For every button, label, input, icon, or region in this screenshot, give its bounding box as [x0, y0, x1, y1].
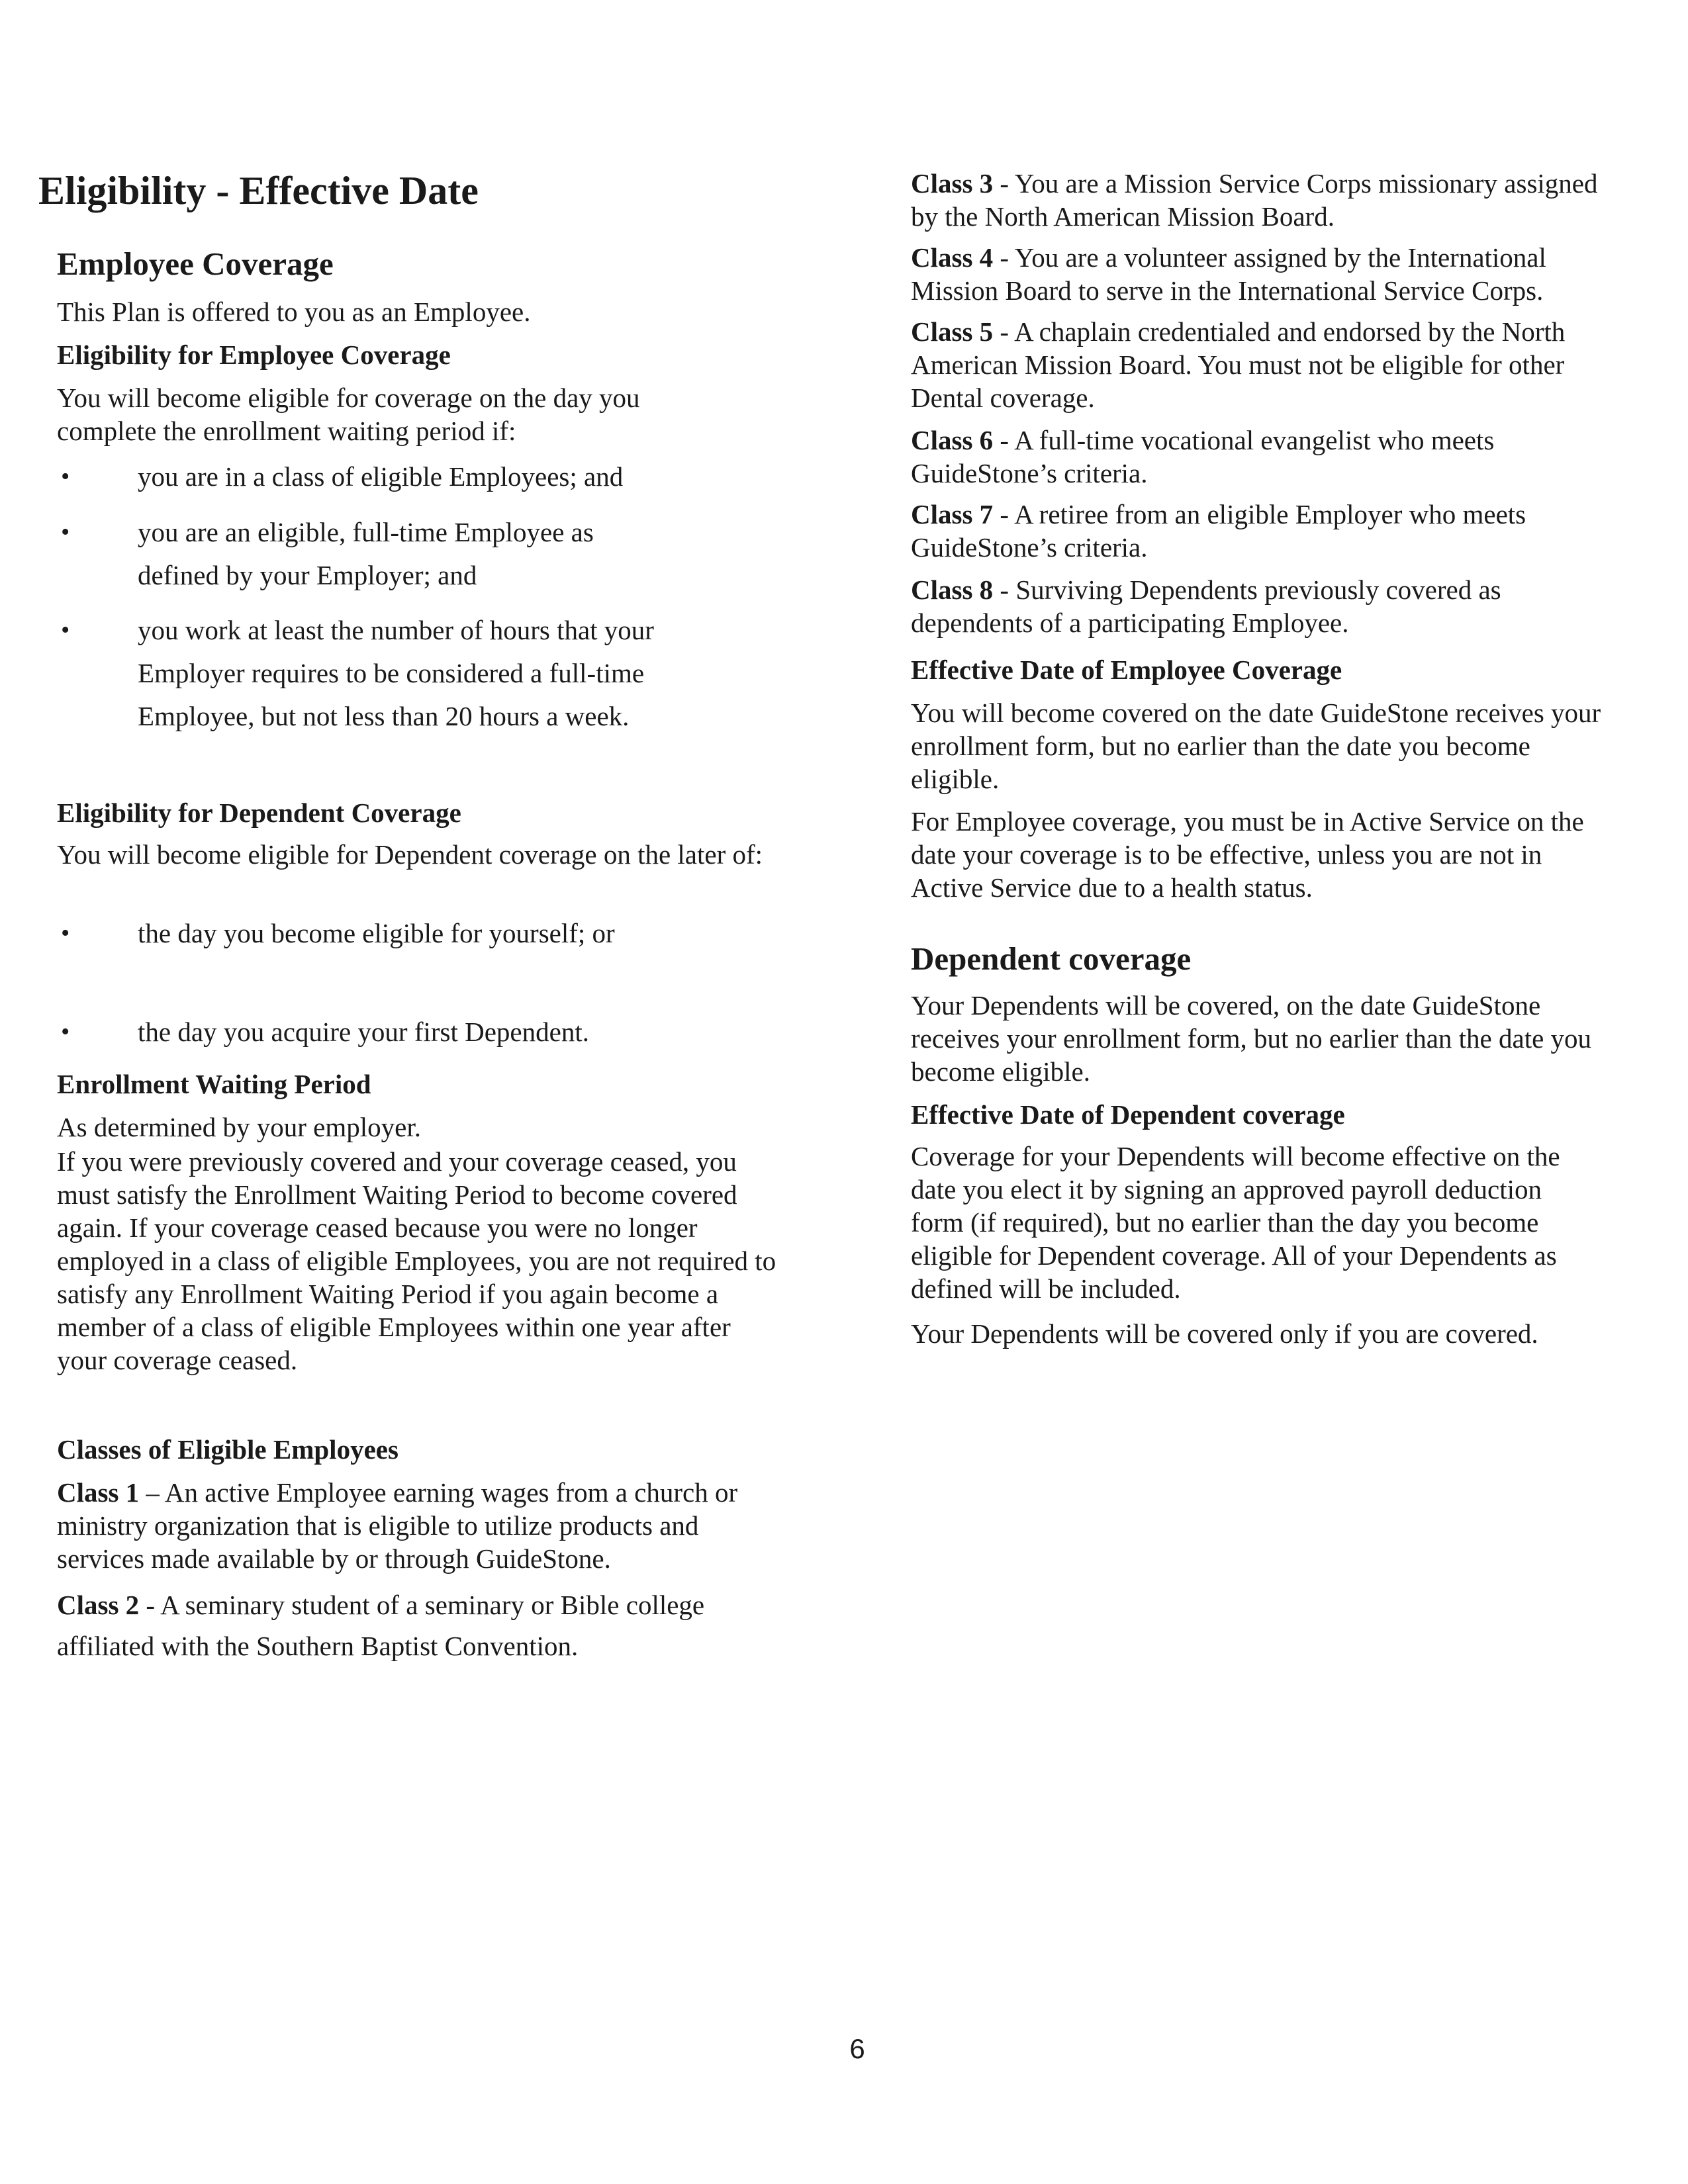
eligibility-dependent-intro: You will become eligible for Dependent coverage on the later of: — [57, 839, 763, 870]
class-2-text: - A seminary student of a seminary or Bible college affiliated with the Southern Baptist Convention. — [57, 1590, 705, 1661]
waiting-period-body: If you were previously covered and your coverage ceased, you must satisfy the Enrollment Waiting Period to become covered again. If your coverage ceased because you were no longer employed in a class of eligible Employees, you are not required to satisfy any Enrollment Waiting Period if you again become a member of a class of eligible Employees within one year after your coverage ceased. — [57, 1146, 776, 1375]
classes-heading: Classes of Eligible Employees — [57, 1434, 399, 1465]
waiting-period-heading: Enrollment Waiting Period — [57, 1069, 371, 1099]
class-7-text: - A retiree from an eligible Employer who meets GuideStone’s criteria. — [911, 499, 1526, 563]
class-1-text: – An active Employee earning wages from a church or ministry organization that is eligible to utilize products and services made available by or through GuideStone. — [57, 1477, 738, 1574]
class-3-text: - You are a Mission Service Corps missionary assigned by the North American Mission Board. — [911, 168, 1598, 232]
dependent-coverage-heading: Dependent coverage — [911, 940, 1192, 977]
bullet-text: the day you acquire your first Dependent. — [138, 1017, 589, 1047]
class-4-label: Class 4 — [911, 242, 994, 273]
class-8-text: - Surviving Dependents previously covered as dependents of a participating Employee. — [911, 574, 1501, 638]
class-8 — [911, 573, 1579, 639]
class-4 — [911, 241, 1626, 307]
effective-dependent-para2: Your Dependents will be covered only if you are covered. — [911, 1318, 1538, 1349]
class-2-label: Class 2 — [57, 1590, 140, 1620]
class-7 — [911, 498, 1593, 564]
class-8-label: Class 8 — [911, 574, 994, 605]
class-3-label: Class 3 — [911, 168, 994, 199]
eligibility-employee-bullet-1 — [61, 455, 723, 502]
bullet-icon: • — [61, 1018, 70, 1046]
bullet-text: the day you become eligible for yourself; or — [138, 918, 615, 948]
class-7-label: Class 7 — [911, 499, 994, 529]
class-3 — [911, 167, 1626, 233]
eligibility-employee-intro: You will become eligible for coverage on the day you complete the enrollment waiting period if: — [57, 383, 640, 446]
class-2 — [57, 1584, 785, 1666]
class-6-text: - A full-time vocational evangelist who meets GuideStone’s criteria. — [911, 425, 1495, 488]
bullet-icon: • — [61, 463, 70, 490]
eligibility-employee-bullet-3 — [61, 609, 723, 788]
page-number: 6 — [849, 2033, 865, 2064]
employee-coverage-intro: This Plan is offered to you as an Employee. — [57, 296, 531, 327]
class-6-label: Class 6 — [911, 425, 994, 455]
bullet-text: you work at least the number of hours that your Employer requires to be considered a full-time Employee, but not less than 20 hours a week. — [138, 615, 654, 731]
employee-coverage-heading: Employee Coverage — [57, 246, 334, 282]
dependent-coverage-para: Your Dependents will be covered, on the date GuideStone receives your enrollment form, but no earlier than the date you become eligible. — [911, 990, 1592, 1087]
effective-employee-para1: You will become covered on the date GuideStone receives your enrollment form, but no earlier than the date you become eligible. — [911, 698, 1601, 794]
effective-employee-para2: For Employee coverage, you must be in Active Service on the date your coverage is to be effective, unless you are not in Active Service due to a health status. — [911, 806, 1584, 903]
bullet-icon: • — [61, 919, 70, 947]
eligibility-employee-bullet-2 — [61, 511, 723, 604]
class-5 — [911, 315, 1629, 414]
eligibility-dependent-bullet-1 — [61, 912, 723, 1005]
bullet-text: you are in a class of eligible Employees; and — [138, 461, 624, 492]
effective-dependent-para1: Coverage for your Dependents will become effective on the date you elect it by signing an approved payroll deduction form (if required), but no earlier than the day you become eligible for Dependent coverage. All of your Dependents as defined will be included. — [911, 1141, 1560, 1304]
page-title: Eligibility - Effective Date — [38, 169, 479, 212]
eligibility-employee-heading: Eligibility for Employee Coverage — [57, 340, 451, 370]
bullet-icon: • — [61, 616, 70, 644]
effective-dependent-heading: Effective Date of Dependent coverage — [911, 1099, 1345, 1130]
eligibility-dependent-bullet-2 — [61, 1011, 723, 1057]
class-4-text: - You are a volunteer assigned by the International Mission Board to serve in the International Service Corps. — [911, 242, 1546, 306]
class-5-text: - A chaplain credentialed and endorsed by the North American Mission Board. You must not be eligible for other Dental coverage. — [911, 316, 1566, 413]
bullet-text: you are an eligible, full-time Employee as defined by your Employer; and — [138, 517, 594, 590]
class-5-label: Class 5 — [911, 316, 994, 347]
bullet-icon: • — [61, 518, 70, 546]
class-1-label: Class 1 — [57, 1477, 140, 1508]
class-6 — [911, 424, 1573, 490]
effective-employee-heading: Effective Date of Employee Coverage — [911, 655, 1342, 685]
class-1 — [57, 1476, 785, 1575]
waiting-period-line1: As determined by your employer. — [57, 1112, 421, 1142]
eligibility-dependent-heading: Eligibility for Dependent Coverage — [57, 797, 461, 828]
